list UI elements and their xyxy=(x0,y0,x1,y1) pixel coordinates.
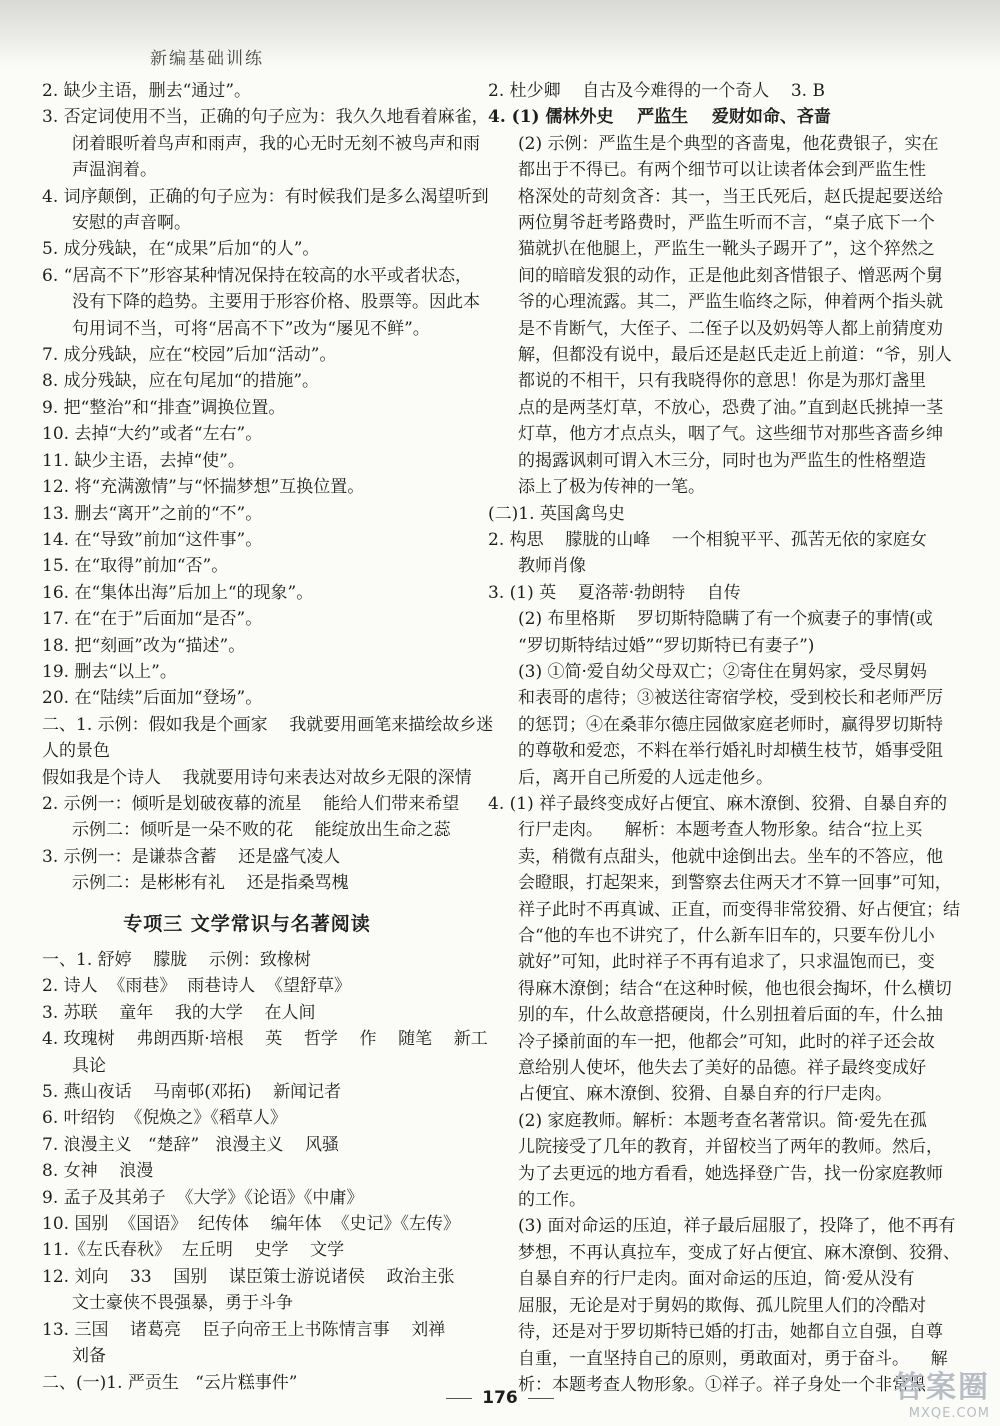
text-line: 6. 叶绍钧 《倪焕之》《稻草人》 xyxy=(42,1108,287,1129)
text-line: 4. 词序颠倒，正确的句子应为：有时候我们是多么渴望听到 xyxy=(42,186,489,207)
left-column xyxy=(42,78,494,1396)
text-line: 添上了极为传神的一笔。 xyxy=(518,477,705,498)
text-line: 16. 在“集体出海”后加上“的现象”。 xyxy=(42,582,314,603)
text-line: 析：本题考查人物形象。①祥子。祥子身处一个非常黑 xyxy=(518,1374,926,1395)
text-line: 意给别人使坏，他失去了美好的品德。祥子最终变成好 xyxy=(518,1058,926,1079)
text-line: 解，但都没有说中，最后还是赵氏走近上前道：“爷，别人 xyxy=(518,345,952,366)
text-line: 别的车，什么故意搭硬岗，什么别扭着后面的车，什么抽 xyxy=(518,1005,943,1026)
text-line: 的尊敬和爱恋，不料在举行婚礼时却横生枝节，婚事受阻 xyxy=(518,741,943,762)
text-line: 示例二：倾听是一朵不败的花 能绽放出生命之蕊 xyxy=(72,820,451,841)
text-line: (2) 布里格斯 罗切斯特隐瞒了有一个疯妻子的事情(或 xyxy=(518,609,933,630)
watermark-logo xyxy=(840,1362,990,1420)
text-line: 11. 缺少主语，去掉“使”。 xyxy=(42,450,245,471)
text-line: 卖，稍微有点甜头，他就中途倒出去。坐车的不答应，他 xyxy=(518,846,943,867)
text-line: 的揭露讽刺可谓入木三分，同时也为严监生的性格塑造 xyxy=(518,450,926,471)
text-line: 9. 把“整治”和“排查”调换位置。 xyxy=(42,397,286,418)
text-line: 文士豪侠不畏强暴，勇于斗争 xyxy=(72,1293,293,1314)
running-header: 新编基础训练 xyxy=(150,49,264,69)
text-line: 20. 在“陆续”后面加“登场”。 xyxy=(42,688,263,709)
text-line: 都出于不得已。有两个细节可以让读者体会到严监生性 xyxy=(518,160,926,181)
text-line: 句用词不当，可将“居高不下”改为“屡见不鲜”。 xyxy=(72,318,430,339)
text-line: 10. 去掉“大约”或者“左右”。 xyxy=(42,424,263,445)
text-line: 2. 构思 朦胧的山峰 一个相貌平平、孤苦无依的家庭女 xyxy=(488,529,927,550)
text-line: 5. 成分残缺，在“成果”后加“的人”。 xyxy=(42,239,320,260)
text-line: 间的暗暗发狠的动作，正是他此刻吝惜银子、憎恶两个舅 xyxy=(518,265,943,286)
page-number-text: 176 xyxy=(482,1388,518,1408)
text-line: 人的景色 xyxy=(42,741,110,762)
text-line: 14. 在“导致”前加“这件事”。 xyxy=(42,529,263,550)
text-line: 15. 在“取得”前加“否”。 xyxy=(42,556,229,577)
text-line: 声温润着。 xyxy=(72,160,157,181)
text-line: 的惩罚；④在桑菲尔德庄园做家庭老师时，赢得罗切斯特 xyxy=(518,714,943,735)
text-line: 7. 浪漫主义 “楚辞” 浪漫主义 风骚 xyxy=(42,1134,340,1155)
text-line: 和表哥的虐待；③被送往寄宿学校，受到校长和老师严厉 xyxy=(518,688,943,709)
text-line: 安慰的声音啊。 xyxy=(72,213,191,234)
text-line: 一、1. 舒婷 朦胧 示例：致橡树 xyxy=(42,950,311,970)
text-line: 灯草，他方才点点头，咽了气。这些细节对那些吝啬乡绅 xyxy=(518,424,943,445)
text-line: (2) 示例：严监生是个典型的吝啬鬼，他花费银子，实在 xyxy=(518,133,939,154)
text-line: 10. 国别 《国语》 纪传体 编年体 《史记》《左传》 xyxy=(42,1214,460,1235)
watermark-main: 答案圈 xyxy=(894,1370,990,1405)
text-line: 爷的心理流露。其二，严监生临终之际，伸着两个指头就 xyxy=(518,292,943,313)
text-line: 就好”可知，此时祥子不再有追求了，只求温饱而已，变 xyxy=(518,952,935,973)
text-line: 3. 否定词使用不当，正确的句子应为：我久久地看着麻雀， xyxy=(42,107,489,128)
answers-block-2 xyxy=(42,947,488,1396)
text-line: 5. 燕山夜话 马南邨(邓拓) 新闻记者 xyxy=(42,1082,342,1103)
page-number-dash-left xyxy=(446,1398,472,1399)
text-line: 猫就扒在他腿上，严监生一靴头子踢开了”，这个猝然之 xyxy=(518,239,935,260)
text-line: 得麻木潦倒；结合“在这种时候，他也很会掏坏，什么横切 xyxy=(518,978,952,999)
text-line: “罗切斯特结过婚”“罗切斯特已有妻子”) xyxy=(518,635,815,656)
text-line: 屈服，无论是对于舅妈的欺侮、孤儿院里人们的冷酷对 xyxy=(518,1295,926,1316)
text-line: 二、1. 示例：假如我是个画家 我就要用画笔来描绘故乡迷 xyxy=(42,714,494,735)
text-line: 没有下降的趋势。主要用于形容价格、股票等。因此本 xyxy=(72,292,480,313)
text-line: 8. 女神 浪漫 xyxy=(42,1161,154,1182)
text-line: 为了去更远的地方看看，她选择登广告，找一份家庭教师 xyxy=(518,1163,943,1184)
watermark-sub: MXQE.COM xyxy=(908,1406,990,1421)
text-line: 都说的不相干，只有我晓得你的意思！你是为那灯盏里 xyxy=(518,371,926,392)
text-line: 2. 杜少卿 自古及今难得的一个奇人 3. B xyxy=(488,81,825,101)
text-line: 4. (1) 儒林外史 严监生 爱财如命、吝啬 xyxy=(488,107,831,128)
text-line: 自暴自弃的行尸走肉。面对命运的压迫，简·爱从没有 xyxy=(518,1269,915,1290)
text-line: 18. 把“刻画”改为“描述”。 xyxy=(42,635,246,656)
text-line: 4. 玫瑰树 弗朗西斯·培根 英 哲学 作 随笔 新工 xyxy=(42,1029,488,1050)
text-line: 教师肖像 xyxy=(518,556,586,577)
text-line: 儿院接受了几年的教育，并留校当了两年的教师。然后， xyxy=(518,1137,943,1158)
text-line: 会瞪眼，打起架来，到警察去住两天才不算一回事”可知， xyxy=(518,873,952,894)
text-line: (二)1. 英国禽鸟史 xyxy=(488,503,625,524)
text-line: (3) ①简·爱自幼父母双亡；②寄住在舅妈家，受尽舅妈 xyxy=(518,661,927,682)
text-line: (3) 面对命运的压迫，祥子最后屈服了，投降了，他不再有 xyxy=(518,1216,956,1237)
answers-block-1 xyxy=(42,78,494,897)
text-line: 2. 缺少主语，删去“通过”。 xyxy=(42,81,252,101)
text-line: 刘备 xyxy=(72,1346,106,1367)
text-line: 8. 成分残缺，应在句尾加“的措施”。 xyxy=(42,371,320,392)
text-line: 冷子搡前面的车一把，他都会”可知，此时的祥子还会故 xyxy=(518,1031,935,1052)
text-line: 4. (1) 祥子最终变成好占便宜、麻木潦倒、狡猾、自暴自弃的 xyxy=(488,793,948,814)
text-line: 梦想，不再认真拉车，变成了好占便宜、麻木潦倒、狡猾、 xyxy=(518,1242,960,1263)
text-line: 格深处的苛刻贪吝：其一，当王氏死后，赵氏提起要送给 xyxy=(518,186,943,207)
text-line: 3. 苏联 童年 我的大学 在人间 xyxy=(42,1002,316,1023)
text-line: 自重，一直坚持自己的原则，勇敢面对，勇于奋斗。 解 xyxy=(518,1348,948,1369)
text-line: 点的是两茎灯草，不放心，恐费了油。”直到赵氏挑掉一茎 xyxy=(518,397,944,418)
text-line: 11.《左氏春秋》 左丘明 史学 文学 xyxy=(42,1240,345,1261)
text-line: 9. 孟子及其弟子 《大学》《论语》《中庸》 xyxy=(42,1187,364,1208)
text-line: 17. 在“在于”后面加“是否”。 xyxy=(42,609,263,630)
text-line: 是不肯断气，大侄子、二侄子以及奶妈等人都上前猜度劝 xyxy=(518,318,943,339)
text-line: 3. (1) 英 夏洛蒂·勃朗特 自传 xyxy=(488,582,741,603)
text-line: 假如我是个诗人 我就要用诗句来表达对故乡无限的深情 xyxy=(42,767,472,788)
text-line: 2. 示例一：倾听是划破夜幕的流星 能给人们带来希望 xyxy=(42,793,460,814)
text-line: 占便宜、麻木潦倒、狡猾、自暴自弃的行尸走肉。 xyxy=(518,1084,892,1105)
text-line: 闭着眼听着鸟声和雨声，我的心无时无刻不被鸟声和雨 xyxy=(72,133,480,154)
text-line: 6. “居高不下”形容某种情况保持在较高的水平或者状态， xyxy=(42,265,473,286)
text-line: 7. 成分残缺，应在“校园”后加“活动”。 xyxy=(42,345,337,366)
text-line: (2) 家庭教师。解析：本题考查名著常识。简·爱先在孤 xyxy=(518,1110,927,1131)
text-line: 二、(一)1. 严贡生 “云片糕事件” xyxy=(42,1372,298,1393)
text-line: 祥子此时不再真诚、正直，而变得非常狡猾、好占便宜；结 xyxy=(518,899,960,920)
text-line: 两位舅爷赶考路费时，严监生听而不言，“桌子底下一个 xyxy=(518,213,935,234)
text-line: 合“他的车也不讲究了，什么新车旧车的，只要车份儿小 xyxy=(518,926,935,946)
text-line: 后，离开自己所爱的人远走他乡。 xyxy=(518,767,773,788)
text-line: 的工作。 xyxy=(518,1190,586,1211)
text-line: 示例二：是彬彬有礼 还是指桑骂槐 xyxy=(72,873,349,894)
text-line: 3. 示例一：是谦恭含蓄 还是盛气凌人 xyxy=(42,846,341,867)
text-line: 13. 删去“离开”之前的“不”。 xyxy=(42,503,263,524)
text-line: 行尸走肉。 解析：本题考查人物形象。结合“拉上买 xyxy=(518,820,923,841)
section-title: 专项三 文学常识与名著阅读 xyxy=(123,912,371,935)
text-line: 具论 xyxy=(72,1055,106,1076)
text-line: 待，还是对于罗切斯特已婚的打击，她都自立自强，自尊 xyxy=(518,1322,943,1343)
text-line: 13. 三国 诸葛亮 臣子向帝王上书陈情言事 刘禅 xyxy=(42,1319,446,1340)
text-line: 19. 删去“以上”。 xyxy=(42,661,177,682)
page-number-dash-right xyxy=(528,1398,554,1399)
text-line: 12. 刘向 33 国别 谋臣策士游说诸侯 政治主张 xyxy=(42,1266,455,1287)
text-line: 12. 将“充满激情”与“怀揣梦想”互换位置。 xyxy=(42,477,365,498)
text-line: 2. 诗人 《雨巷》 雨巷诗人 《望舒草》 xyxy=(42,976,352,997)
